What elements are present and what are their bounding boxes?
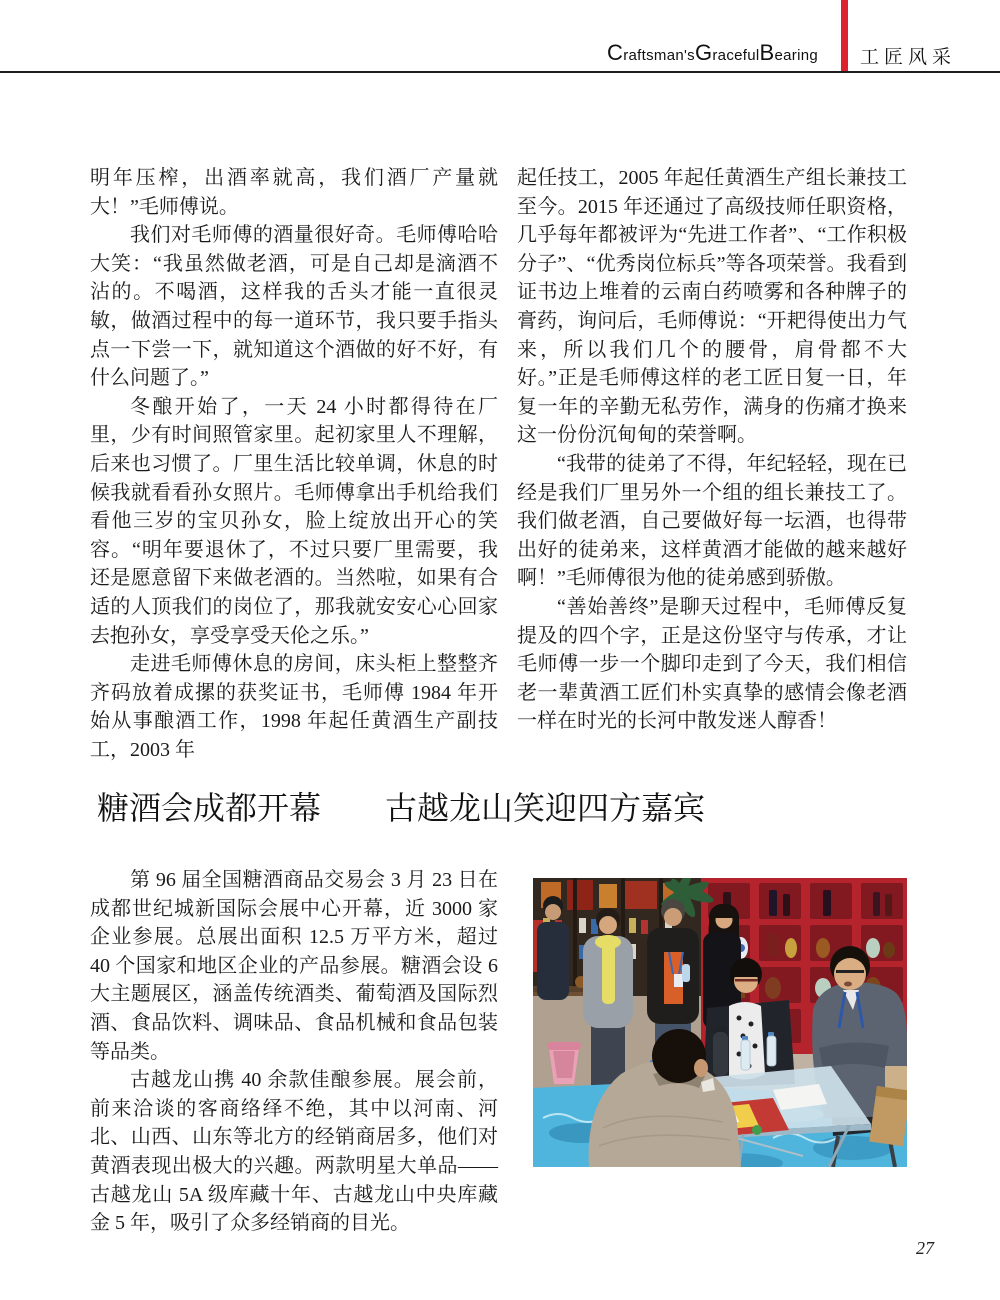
article1-left-column xyxy=(90,164,498,764)
page-number: 27 xyxy=(916,1238,934,1258)
journal-title-part: C xyxy=(607,40,624,65)
journal-title-part: B xyxy=(759,40,775,65)
paragraph: 走进毛师傅休息的房间，床头柜上整整齐齐码放着成摞的获奖证书，毛师傅 1984 年开始从事酿酒工作，1998 年起任黄酒生产副技工，2003 年 xyxy=(90,653,498,761)
journal-title-part: raceful xyxy=(712,47,760,64)
journal-title-part: G xyxy=(694,40,713,65)
paragraph: “善始善终”是聊天过程中，毛师傅反复提及的四个字，正是这份坚守与传承，才让毛师傅一步一个脚印走到了今天，我们相信老一辈黄酒工匠们朴实真挚的感情会像老酒一样在时光的长河中散发迷人醇香！ xyxy=(517,595,907,733)
exhibition-photo xyxy=(533,878,907,1167)
paragraph: “我带的徒弟了不得，年纪轻轻，现在已经是我们厂里另外一个组的组长兼技工了。我们做老酒，自己要做好每一坛酒，也得带出好的徒弟来，这样黄酒才能做的越来越好啊！”毛师傅很为他的徒弟感到骄傲。 xyxy=(517,452,907,590)
article2-title: 糖酒会成都开幕 古越龙山笑迎四方嘉宾 xyxy=(97,790,706,826)
article2-column xyxy=(90,866,498,1238)
paragraph: 第 96 届全国糖酒商品交易会 3 月 23 日在成都世纪城新国际会展中心开幕，近 3000 家企业参展。总展出面积 12.5 万平方米，超过 40 个国家和地区企业的产品参展。糖酒会设 6 大主题展区，涵盖传统酒类、葡萄酒及国际烈酒、食品饮料、调味品、食品机械和食品包装等品类。 xyxy=(90,869,498,1063)
journal-title xyxy=(0,36,818,73)
paragraph: 我们对毛师傅的酒量很好奇。毛师傅哈哈大笑：“我虽然做老酒，可是自己却是滴酒不沾的。不喝酒，这样我的舌头才能一直很灵敏，做酒过程中的每一道环节，我只要手指头点一下尝一下，就知道这个酒做的好不好，有什么问题了。” xyxy=(90,224,498,390)
paragraph: 冬酿开始了，一天 24 小时都得待在厂里，少有时间照管家里。起初家里人不理解，后来也习惯了。厂里生活比较单调，休息的时候我就看看孙女照片。毛师傅拿出手机给我们看他三岁的宝贝孙女，脸上绽放出开心的笑容。“明年要退休了，不过只要厂里需要，我还是愿意留下来做老酒的。当然啦，如果有合适的人顶我们的岗位了，那我就安安心心回家去抱孙女，享受享受天伦之乐。” xyxy=(90,395,498,647)
header-red-bar xyxy=(841,0,848,71)
header-rule xyxy=(0,71,1000,73)
article1-right-column xyxy=(517,164,907,736)
exhibition-photo-illustration xyxy=(533,878,907,1167)
journal-title-part: earing xyxy=(774,47,818,64)
paragraph: 明年压榨，出酒率就高，我们酒厂产量就大！”毛师傅说。 xyxy=(90,167,498,218)
section-label: 工匠风采 xyxy=(860,47,957,68)
paragraph: 古越龙山携 40 余款佳酿参展。展会前，前来洽谈的客商络绎不绝，其中以河南、河北、山西、山东等北方的经销商居多，他们对黄酒表现出极大的兴趣。两款明星大单品——古越龙山 5A 级库藏十年、古越龙山中央库藏金 5 年，吸引了众多经销商的目光。 xyxy=(90,1069,498,1235)
paragraph: 起任技工，2005 年起任黄酒生产组长兼技工至今。2015 年还通过了高级技师任职资格，几乎每年都被评为“先进工作者”、“工作积极分子”、“优秀岗位标兵”等各项荣誉。我看到证书边上堆着的云南白药喷雾和各种牌子的膏药，询问后，毛师傅说：“开耙得使出力气来，所以我们几个的腰骨，肩骨都不大好。”正是毛师傅这样的老工匠日复一日，年复一年的辛勤无私劳作，满身的伤痛才换来这一份份沉甸甸的荣誉啊。 xyxy=(517,167,907,447)
journal-title-part: raftsman's xyxy=(623,47,695,64)
